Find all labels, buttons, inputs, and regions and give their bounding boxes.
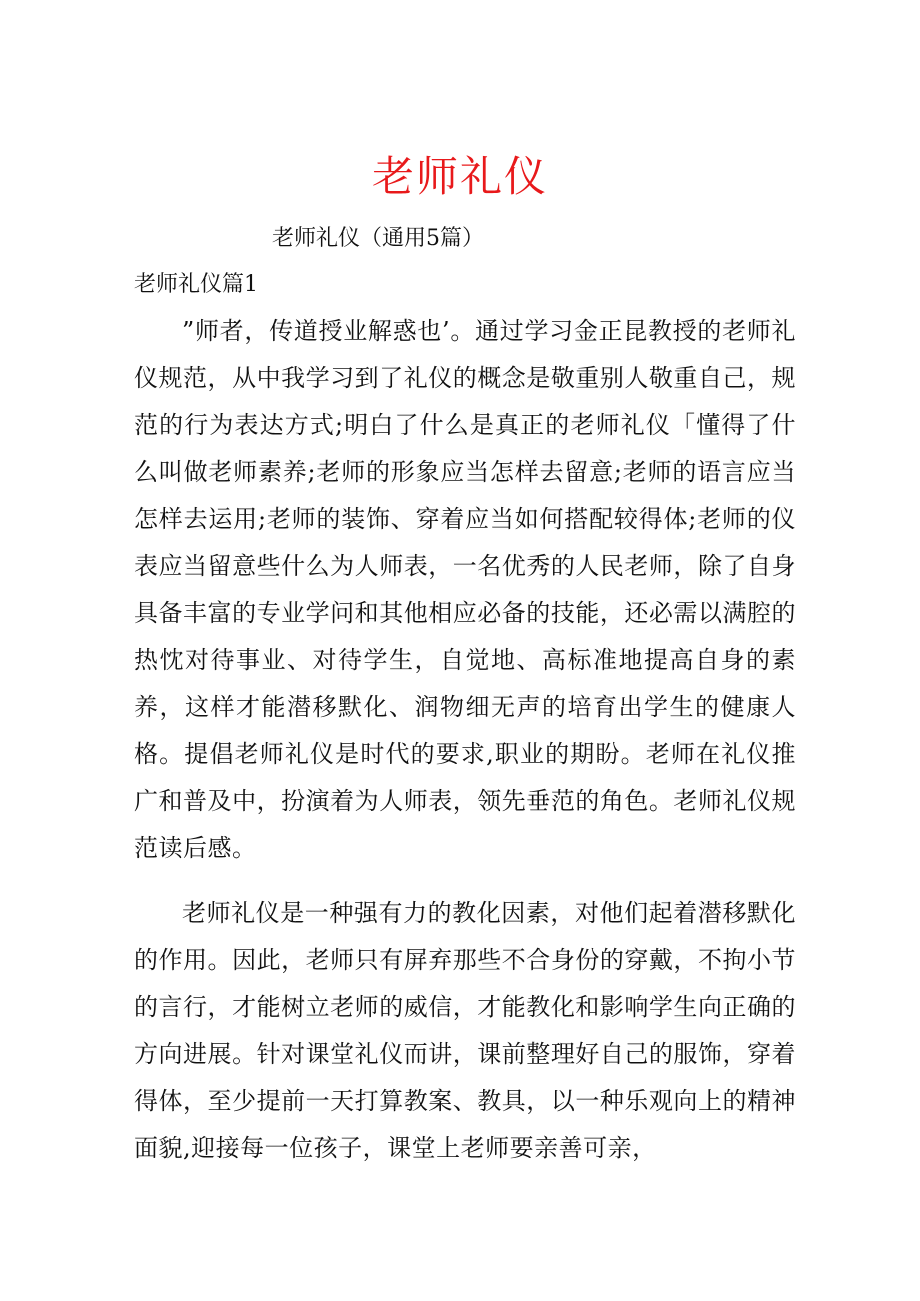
body-paragraph-1: ”师者，传道授业解惑也’。通过学习金正昆教授的老师礼仪规范，从中我学习到了礼仪的概念是敬重别人敬重自己，规范的行为表达方式;明白了什么是真正的老师礼仪「懂得了什么叫做老师素养;老师的形象应当怎样去留意;老师的语言应当怎样去运用;老师的装饰、穿着应当如何搭配较得体;老师的仪表应当留意些什么为人师表，一名优秀的人民老师，除了自身具备丰富的专业学问和其他相应必备的技能，还必需以满腔的热忱对待事业、对待学生，自觉地、高标准地提高自身的素养，这样才能潜移默化、润物细无声的培育出学生的健康人格。提倡老师礼仪是时代的要求,职业的期盼。老师在礼仪推广和普及中，扮演着为人师表，领先垂范的角色。老师礼仪规范读后感。 <box>134 317 796 862</box>
body-paragraph-2: 老师礼仪是一种强有力的教化因素，对他们起着潜移默化的作用。因此，老师只有屏弃那些不合身份的穿戴，不拘小节的言行，才能树立老师的威信，才能教化和影响学生向正确的方向进展。针对课堂礼仪而讲，课前整理好自己的服饰，穿着得体，至少提前一天打算教案、教具，以一种乐观向上的精神面貌,迎接每一位孩子，课堂上老师要亲善可亲， <box>134 899 796 1162</box>
section-heading: 老师礼仪篇1 <box>134 272 258 297</box>
document-subtitle: 老师礼仪（通用5篇） <box>272 226 484 251</box>
document-title: 老师礼仪 <box>371 152 548 201</box>
